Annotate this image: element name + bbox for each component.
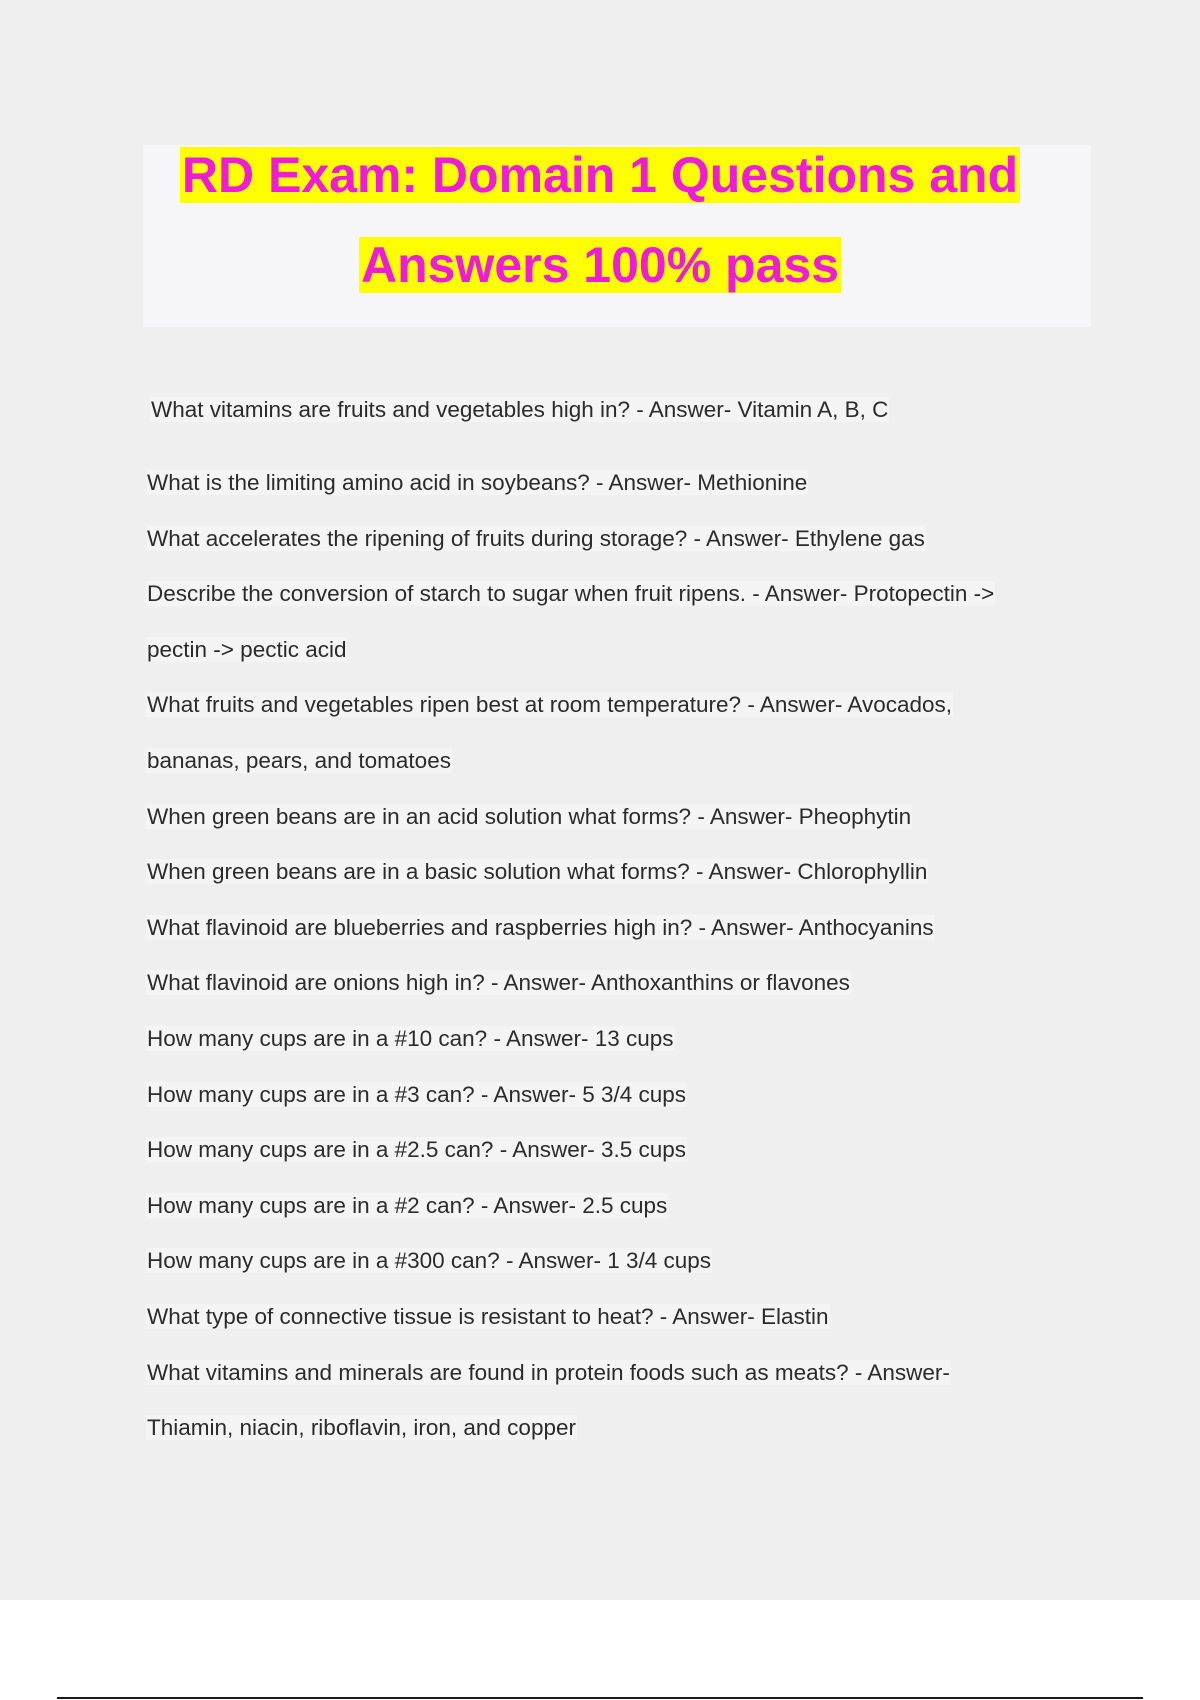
document-title-line-2 <box>0 235 1200 295</box>
qa-line: What type of connective tissue is resistant to heat? - Answer- Elastin <box>147 1304 829 1329</box>
qa-line: What vitamins and minerals are found in protein foods such as meats? - Answer- <box>147 1360 950 1385</box>
title-text-2: Answers 100% pass <box>360 237 840 293</box>
qa-line: What is the limiting amino acid in soybeans? - Answer- Methionine <box>147 470 808 495</box>
qa-line: What fruits and vegetables ripen best at room temperature? - Answer- Avocados, <box>147 692 953 717</box>
qa-line: How many cups are in a #3 can? - Answer- 5 3/4 cups <box>147 1082 687 1107</box>
qa-line: pectin -> pectic acid <box>147 637 347 662</box>
qa-line: How many cups are in a #2 can? - Answer- 2.5 cups <box>147 1193 668 1218</box>
qa-line: How many cups are in a #300 can? - Answer- 1 3/4 cups <box>147 1248 712 1273</box>
qa-line: What flavinoid are blueberries and raspberries high in? - Answer- Anthocyanins <box>147 915 934 940</box>
qa-line: What flavinoid are onions high in? - Answer- Anthoxanthins or flavones <box>147 970 850 995</box>
qa-line: bananas, pears, and tomatoes <box>147 748 451 773</box>
qa-line: How many cups are in a #2.5 can? - Answer- 3.5 cups <box>147 1137 687 1162</box>
qa-line: Thiamin, niacin, riboflavin, iron, and copper <box>147 1415 576 1440</box>
footer-rule <box>57 1697 1143 1699</box>
qa-line: How many cups are in a #10 can? - Answer- 13 cups <box>147 1026 674 1051</box>
qa-line: When green beans are in a basic solution what forms? - Answer- Chlorophyllin <box>147 859 928 884</box>
qa-line: What vitamins are fruits and vegetables high in? - Answer- Vitamin A, B, C <box>151 397 889 422</box>
qa-line: Describe the conversion of starch to sugar when fruit ripens. - Answer- Protopectin -> <box>147 581 995 606</box>
qa-line: What accelerates the ripening of fruits during storage? - Answer- Ethylene gas <box>147 526 925 551</box>
qa-line: When green beans are in an acid solution what forms? - Answer- Pheophytin <box>147 804 912 829</box>
document-title-line-1 <box>0 145 1200 205</box>
title-text-1: RD Exam: Domain 1 Questions and <box>181 147 1019 203</box>
